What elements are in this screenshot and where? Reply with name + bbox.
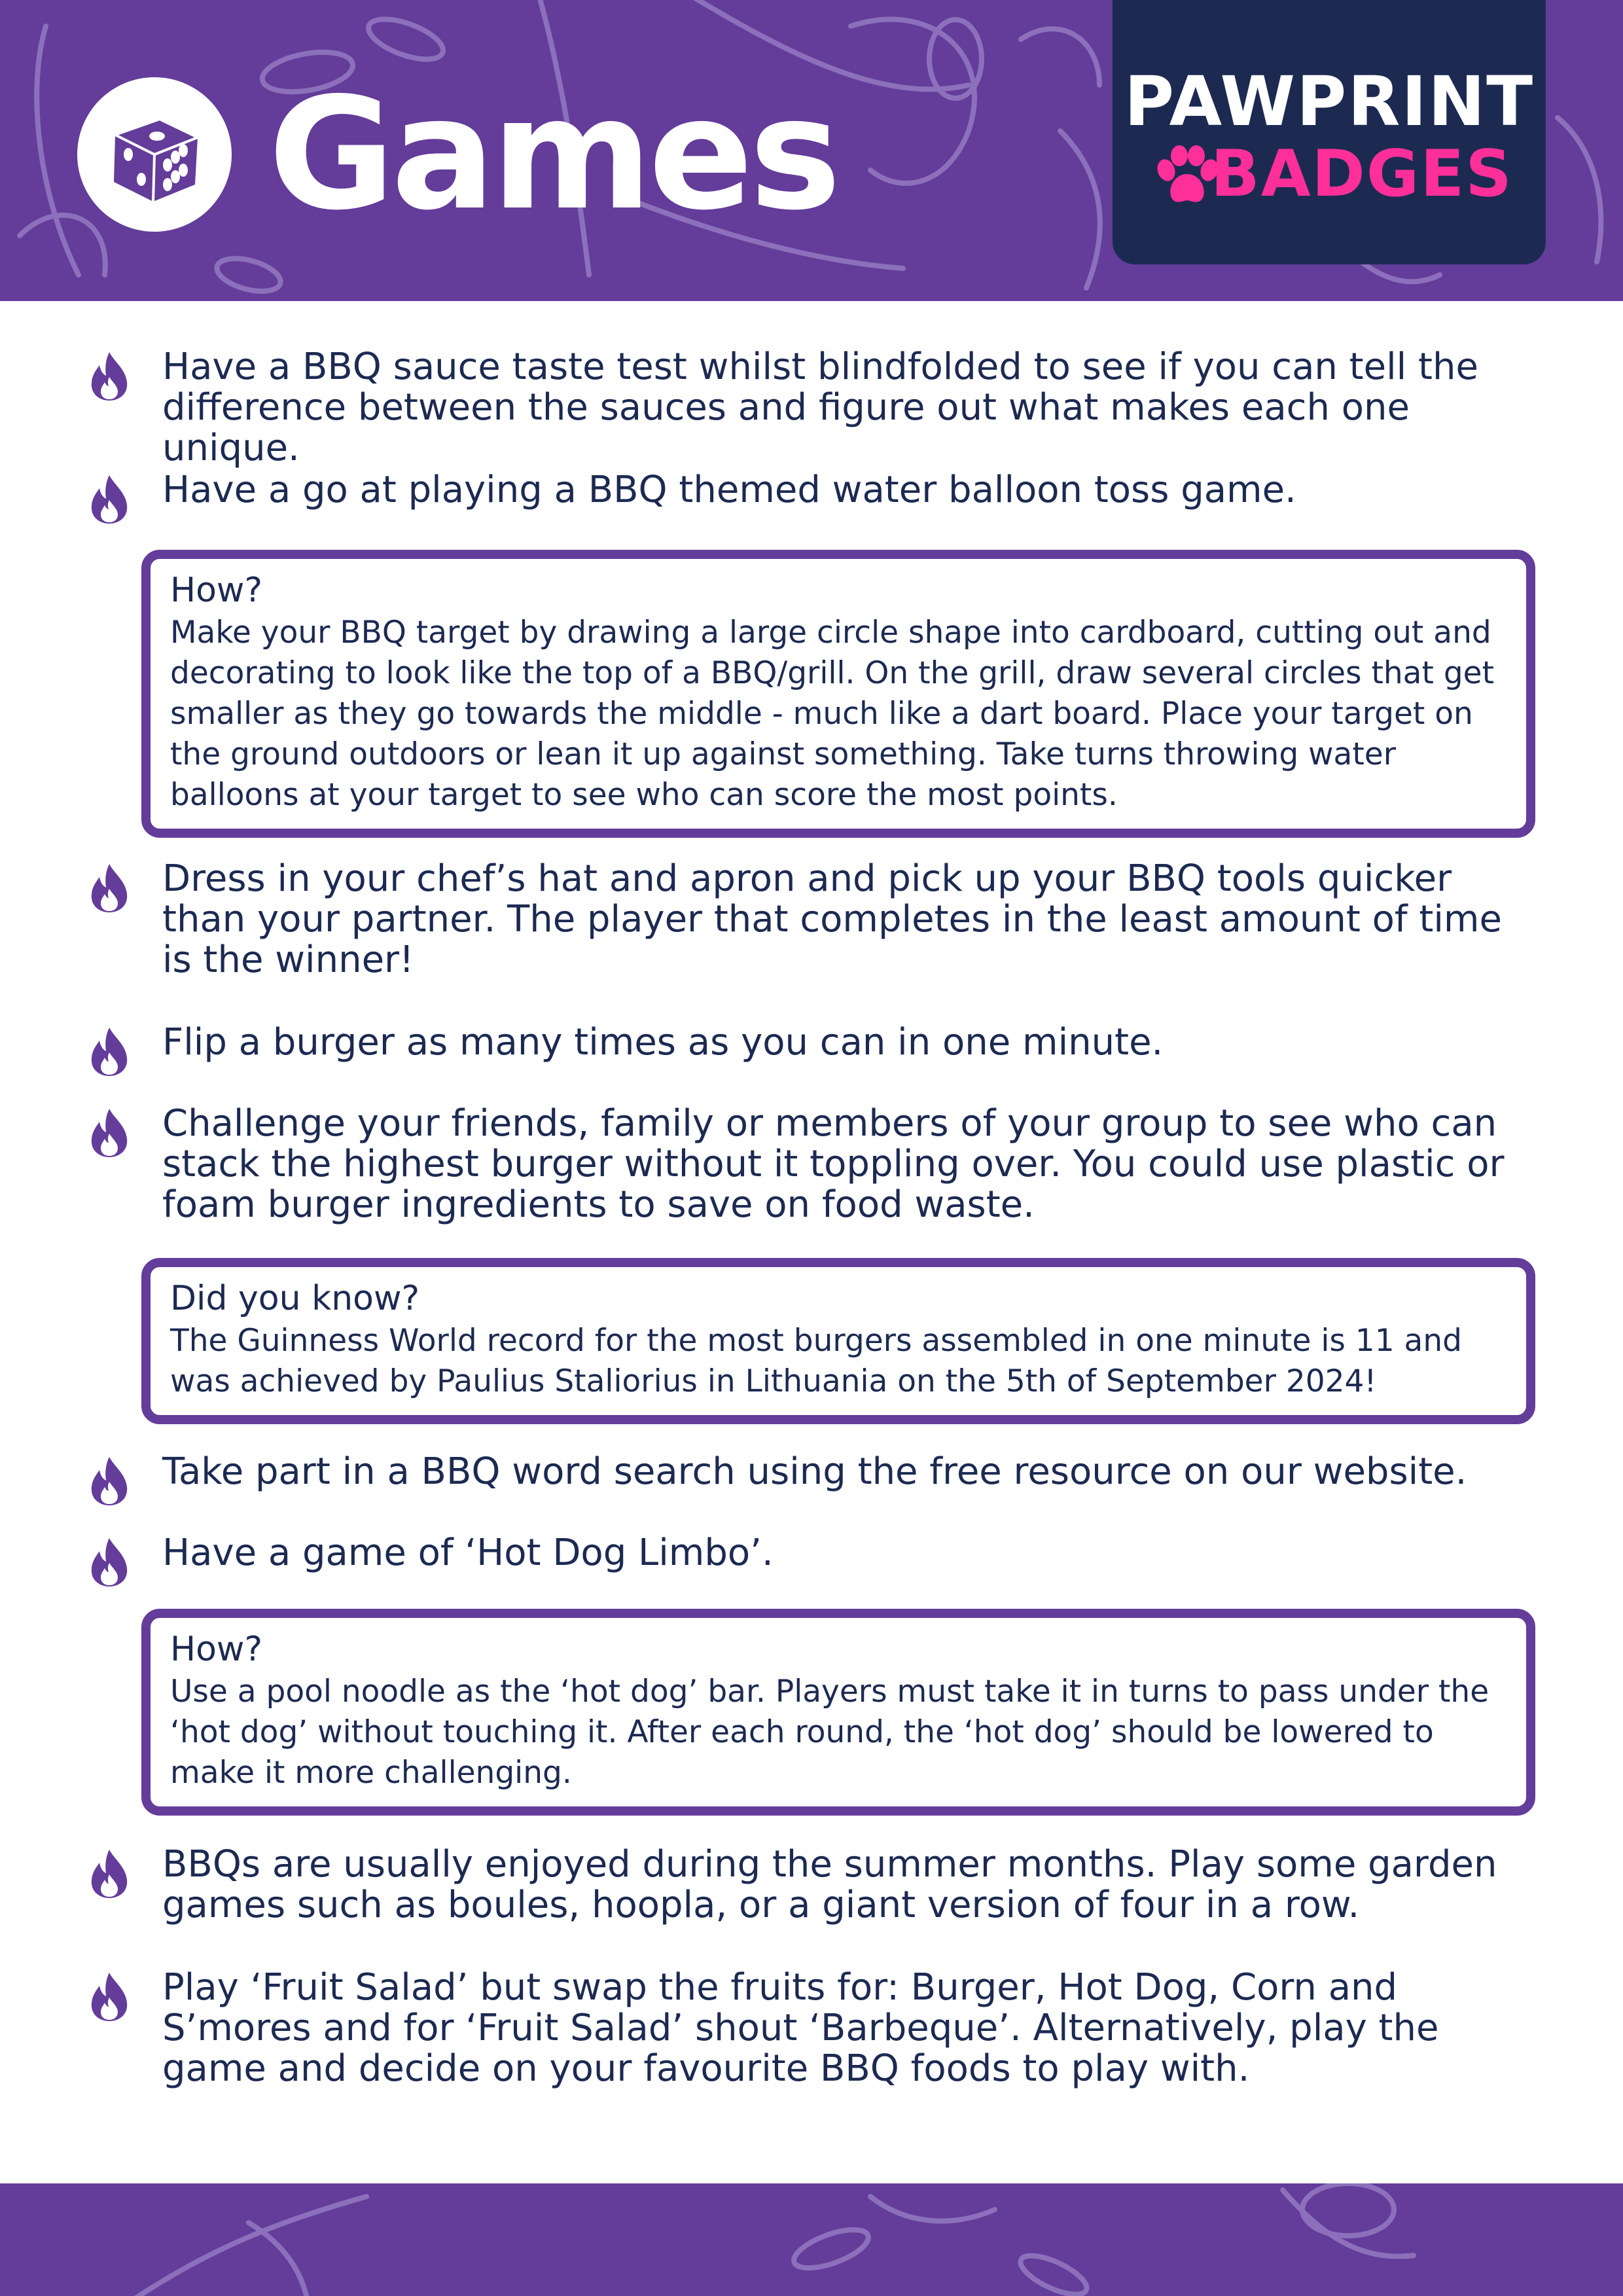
flame-icon xyxy=(86,1848,132,1899)
flame-icon xyxy=(86,1107,132,1158)
flame-icon xyxy=(86,1026,132,1077)
flame-icon xyxy=(86,351,132,402)
logo-text-pawprint: PAWPRINT xyxy=(1124,62,1535,141)
dice-icon-circle xyxy=(77,77,232,232)
list-item-text: Have a BBQ sauce taste test whilst blindfolded to see if you can tell the difference between the sauces and figure out what makes each one unique. xyxy=(162,346,1478,469)
dice-icon xyxy=(77,77,232,232)
list-item-text: Play ‘Fruit Salad’ but swap the fruits for: Burger, Hot Dog, Corn and S’mores and for ‘Fruit Salad’ shout ‘Barbeque’. Alternatively, play the game and decide on your favourite BBQ foods to play with. xyxy=(162,1966,1439,2090)
list-item-text: Take part in a BBQ word search using the free resource on our website. xyxy=(162,1450,1467,1493)
info-box-title: How? xyxy=(170,571,263,610)
pawprint-badges-logo xyxy=(1113,0,1546,264)
footer-banner xyxy=(0,2183,1623,2296)
paw-icon xyxy=(1154,145,1220,206)
flame-icon xyxy=(86,1456,132,1507)
info-box-how xyxy=(141,1609,1535,1816)
flame-icon xyxy=(86,863,132,914)
info-box-body: Use a pool noodle as the ‘hot dog’ bar. Players must take it in turns to pass under the ‘hot dog’ without touching it. After each round, the ‘hot dog’ should be lowered to make it more challenging. xyxy=(170,1674,1489,1791)
info-box-title: Did you know? xyxy=(170,1279,420,1318)
flame-icon xyxy=(86,1537,132,1588)
list-item-text: Challenge your friends, family or members of your group to see who can stack the highest burger without it toppling over. You could use plastic or foam burger ingredients to save on food waste. xyxy=(162,1102,1505,1226)
list-item-text: BBQs are usually enjoyed during the summer months. Play some garden games such as boules, hoopla, or a giant version of four in a row. xyxy=(162,1843,1497,1926)
flame-icon xyxy=(86,474,132,525)
info-box-body: Make your BBQ target by drawing a large circle shape into cardboard, cutting out and decorating to look like the top of a BBQ/grill. On the grill, draw several circles that get smaller as they go towards the middle - much like a dart board. Place your target on the ground outdoors or lean it up against something. Take turns throwing water balloons at your target to see who can score the most points. xyxy=(170,615,1495,813)
list-item-text: Flip a burger as many times as you can in one minute. xyxy=(162,1021,1164,1064)
list-item-text: Have a go at playing a BBQ themed water balloon toss game. xyxy=(162,469,1296,511)
info-box-title: How? xyxy=(170,1630,263,1669)
info-box-body: The Guinness World record for the most burgers assembled in one minute is 11 and was achieved by Paulius Staliorius in Lithuania on the 5th of September 2024! xyxy=(170,1323,1462,1399)
bbq-doodle-footer xyxy=(0,2183,1623,2296)
info-box-how xyxy=(141,550,1535,838)
logo-text-badges: BADGES xyxy=(1211,137,1513,211)
info-box-did-you-know xyxy=(141,1258,1535,1424)
list-item-text: Have a game of ‘Hot Dog Limbo’. xyxy=(162,1532,774,1574)
list-item-text: Dress in your chef’s hat and apron and pick up your BBQ tools quicker than your partner. The player that completes in the least amount of time is the winner! xyxy=(162,857,1502,981)
page-title: Games xyxy=(268,64,838,244)
flame-icon xyxy=(86,1971,132,2022)
